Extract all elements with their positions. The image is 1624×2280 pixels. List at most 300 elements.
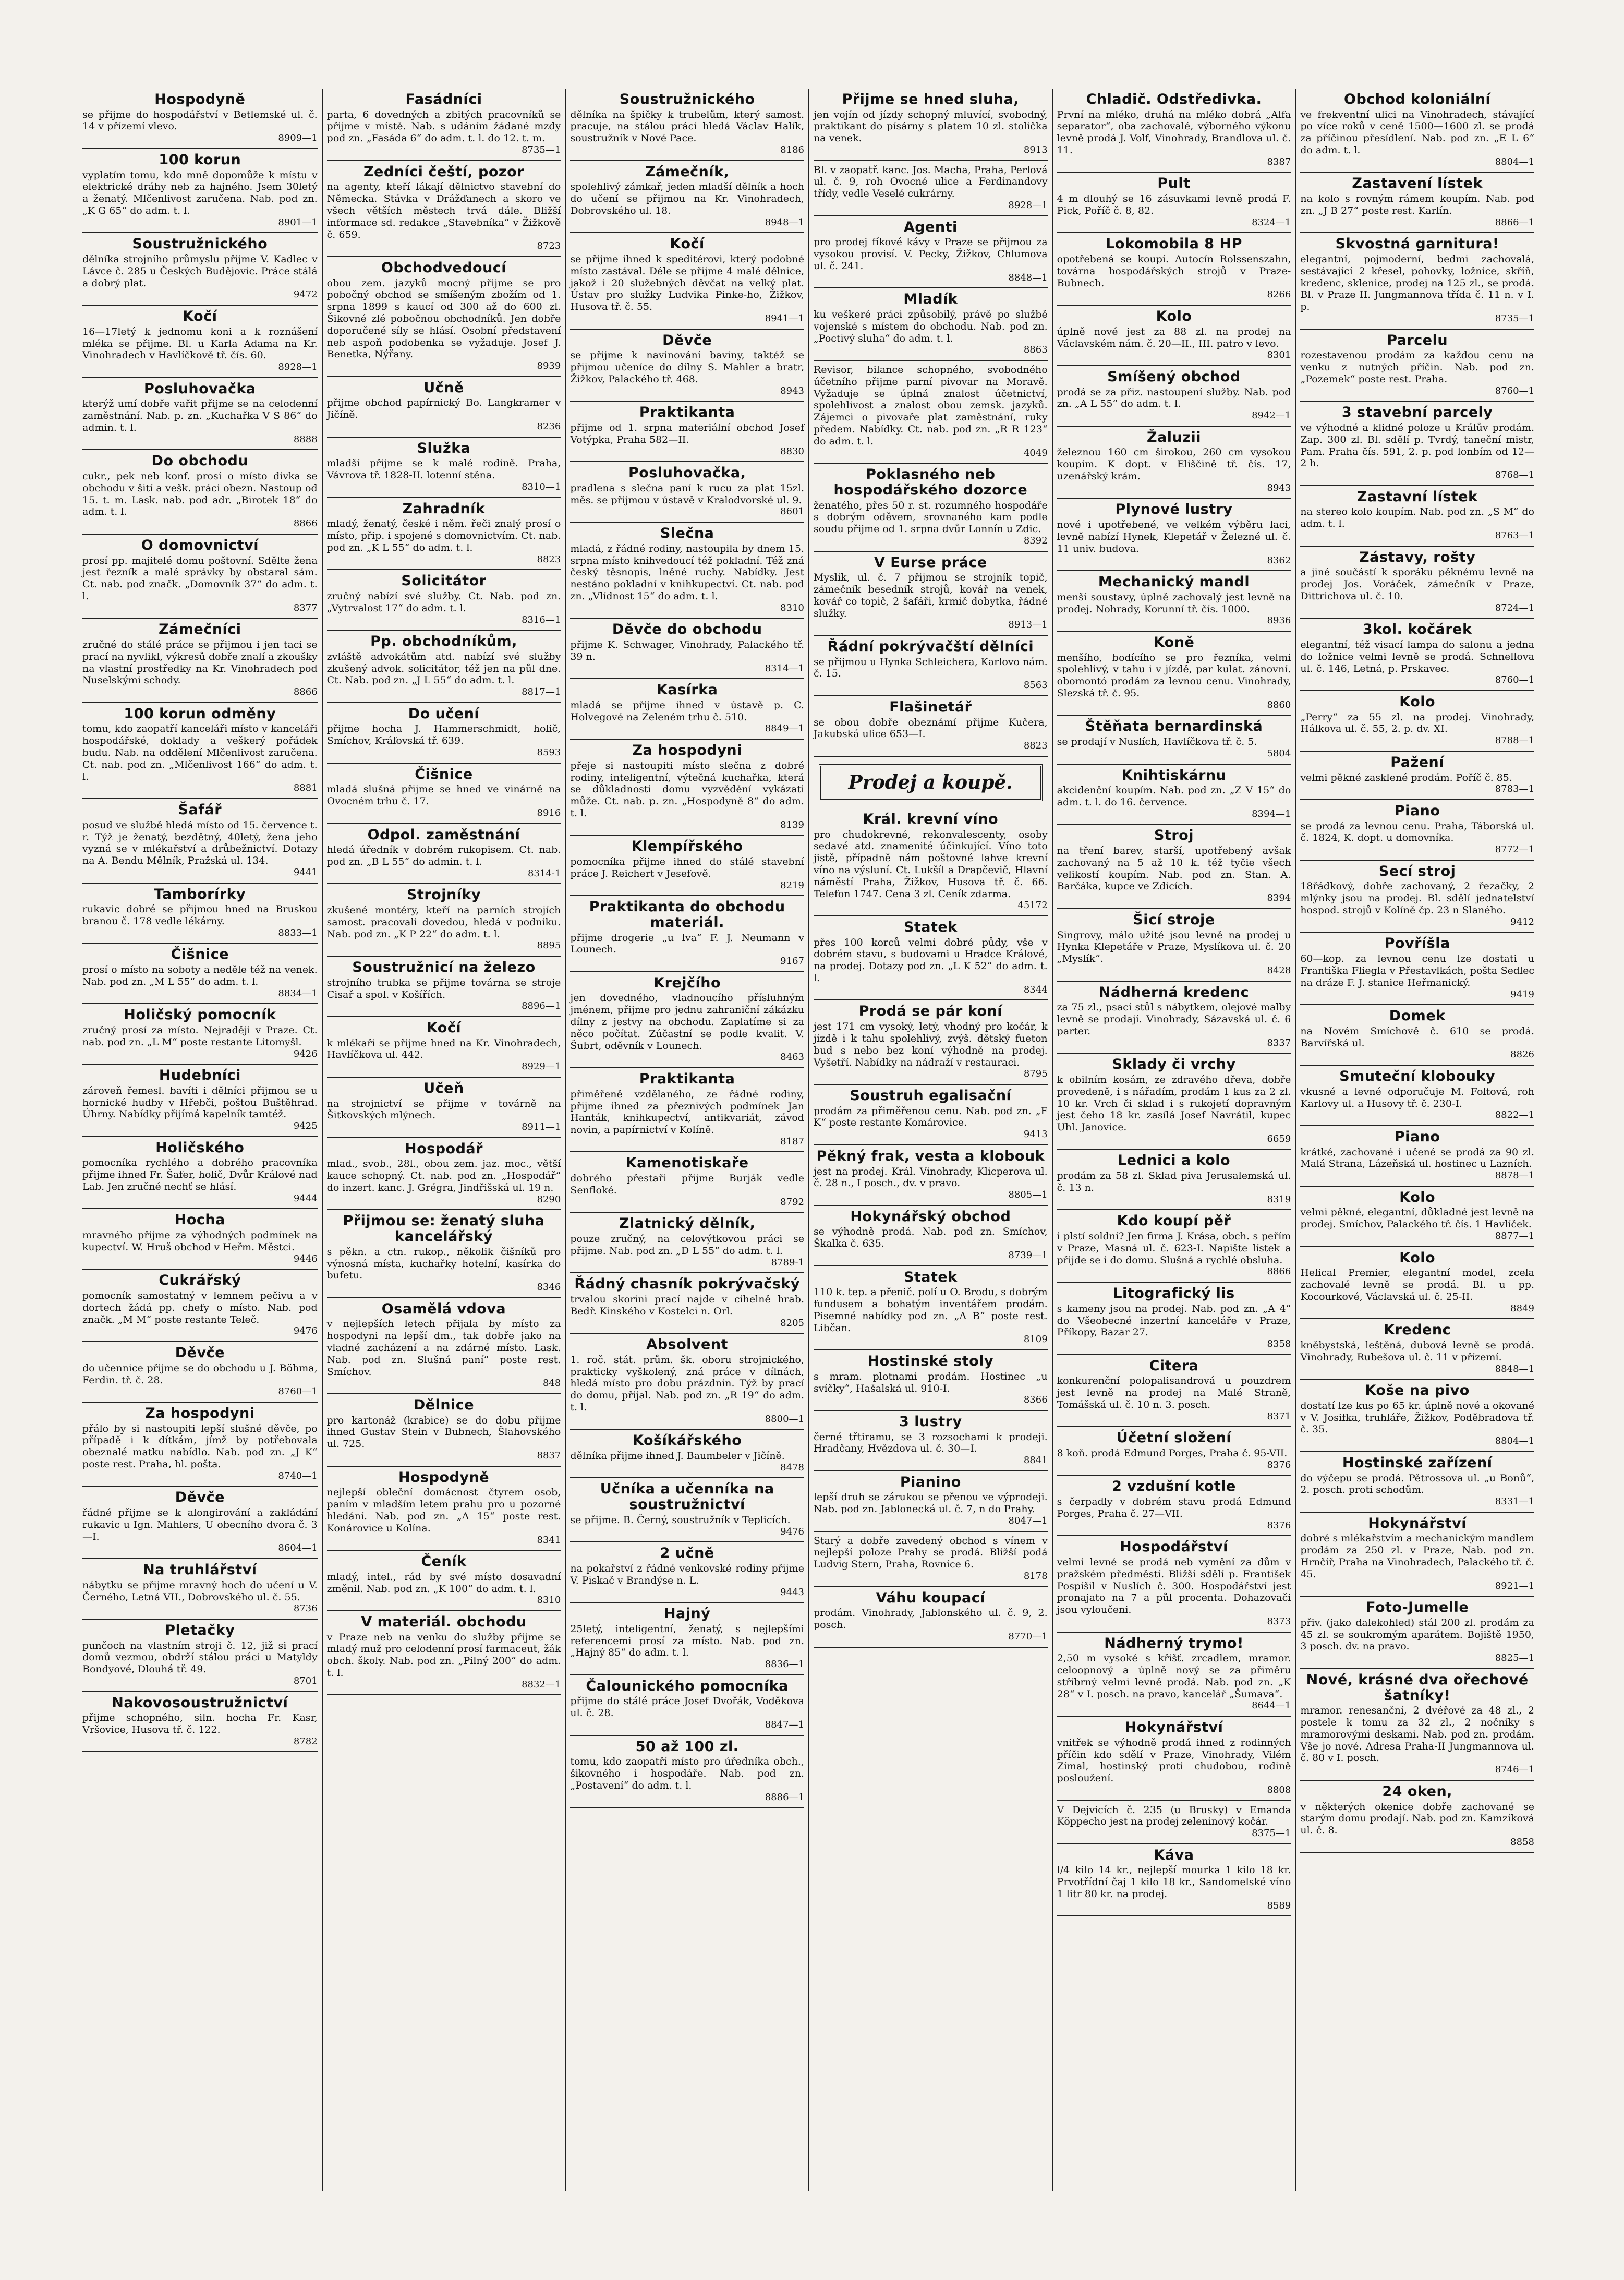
classified-ad	[1057, 1210, 1291, 1283]
ad-text: do učennice přijme se do obchodu u J. Böhma, Ferdin. tř. č. 28.	[82, 1362, 318, 1386]
ad-text: se obou dobře obeznámí přijme Kučera, Jakubská ulice 653—I.	[813, 716, 1048, 740]
classified-ad	[814, 1532, 1048, 1587]
ad-columns	[78, 89, 1538, 2191]
ad-heading: Učeň	[423, 1080, 464, 1096]
newspaper-page	[78, 89, 1538, 2191]
classified-ad	[814, 1411, 1048, 1471]
classified-ad	[327, 1467, 561, 1551]
ad-heading: Pažení	[1390, 754, 1445, 770]
classified-ad	[814, 89, 1048, 161]
ad-text: mlad., svob., 28l., obou zem. jaz. moc., větší kauce schopný. Ct. nab. pod zn. „Hospodář“ do inzert. kanc. J. Grégra, Jindřišská ul. 19 n.	[326, 1158, 561, 1193]
classified-ad	[814, 288, 1048, 361]
ad-reference-number: 8371	[1267, 1410, 1291, 1422]
ad-reference-number: 848	[542, 1378, 561, 1389]
classified-ad	[570, 972, 804, 1068]
ad-text: menšího, bodícího se pro řezníka, velmi spolehlivý, v tahu i v jízdě, par kulat. zánovní. obomontó prodám za levnou cenu. Vinohrady, Slezská tř. č. 95.	[1057, 652, 1291, 699]
ad-text: Bl. v zaopatř. kanc. Jos. Macha, Praha, Perlová ul. č. 9, roh Ovocné ulice a Ferdinandovy třídy, vedle Veselé cukrárny.	[813, 164, 1048, 200]
ad-reference-number: 8858	[1510, 1836, 1534, 1848]
classified-ad	[570, 1478, 804, 1542]
ad-column	[322, 89, 565, 2191]
ad-text: na pokařství z řádné venkovské rodiny přijme V. Piskač v Brandýse n. L.	[570, 1562, 804, 1586]
classified-ad	[327, 1298, 561, 1394]
ad-reference-number: 8763—1	[1495, 530, 1534, 541]
classified-ad	[814, 464, 1048, 551]
ad-heading: Hostinské stoly	[867, 1353, 994, 1370]
ad-heading: Mechanický mandl	[1098, 574, 1250, 590]
ad-text: přes 100 korců velmi dobré půdy, vše v dobrém stavu, s budovami u Hradce Králové, na prodej. Dotazy pod zn. „L K 52“ do adm. t. l.	[813, 936, 1048, 984]
ad-heading: Parcelu	[1387, 332, 1448, 348]
classified-ad	[570, 1542, 804, 1603]
ad-reference-number: 8341	[537, 1534, 561, 1546]
ad-reference-number: 9425	[293, 1120, 318, 1132]
classified-ad	[1057, 571, 1291, 632]
ad-heading: Mladík	[903, 291, 958, 308]
ad-heading: Zámečníci	[159, 621, 241, 638]
ad-reference-number: 8358	[1267, 1338, 1291, 1350]
ad-heading: Hospodář	[405, 1140, 483, 1157]
ad-heading: Nakovosoustružnictví	[112, 1694, 288, 1711]
ad-text: rukavic dobré se přijmou hned na Bruskou branou č. 178 vedle lékárny.	[82, 903, 318, 927]
ad-heading: Zastavní lístek	[1356, 488, 1478, 505]
ad-heading: Učníka a učenníka na soustružnictví	[600, 1481, 774, 1513]
ad-text: trvalou skorini prací najde v cihelně hrab. Bedř. Kinského v Kostelci n. Orl.	[570, 1293, 804, 1317]
ad-reference-number: 8929—1	[522, 1061, 561, 1072]
classified-ad	[327, 438, 561, 498]
classified-ad	[327, 1611, 561, 1695]
ad-reference-number: 8941—1	[765, 313, 804, 324]
ad-text: kněbystská, leštěná, dubová levně se prodá. Vinohrady, Rubešova ul. č. 11 v přízemí.	[1300, 1340, 1534, 1363]
ad-text: cukr., pek neb konf. prosí o místo divka se obchodu v šití a vešk. práci obezn. Nastoup od 15. t. m. Lask. nab. pod adr. „Birotek 18“ do adm. t. l.	[82, 471, 318, 518]
ad-reference-number: 8047—1	[1008, 1515, 1048, 1527]
classified-ad	[814, 916, 1048, 1000]
ad-heading: Hospodářství	[1120, 1539, 1228, 1555]
ad-reference-number: 8805—1	[1008, 1189, 1048, 1201]
ad-text: v některých okenice dobře zachované se starým domu prodají. Nab. pod zn. Kamzíková ul. č. 8.	[1300, 1801, 1534, 1837]
ad-text: úplně nové jest za 88 zl. na prodej na Václavském nám. č. 20—II., III. patro v levo.	[1057, 325, 1291, 349]
ad-heading: Slečna	[660, 525, 714, 542]
ad-heading: Poklasného neb hospodářského dozorce	[833, 466, 1028, 498]
ad-heading: 24 oken,	[1382, 1783, 1452, 1800]
ad-heading: Čišnice	[415, 766, 473, 782]
ad-text: mladá se přijme ihned v ústavě p. C. Holvegové na Zeleném trhu č. 510.	[570, 699, 804, 723]
ad-heading: Smíšený obchod	[1107, 368, 1241, 385]
ad-text: kterýž umí dobře vařit přijme se na celodenní zaměstnání. Nab. p. zn. „Kuchařka V S 86“ do admin. t. l.	[82, 398, 318, 433]
ad-reference-number: 8901—1	[278, 216, 318, 228]
ad-reference-number: 8723	[537, 240, 561, 252]
ad-text: na agenty, kteří lákají dělnictvo stavební do Německa. Stávka v Drážďanech a skoro ve všech větších městech trvá dále. Bližší informace sd. redakce „Stavebníka“ v Žižkově č. 659.	[326, 181, 561, 240]
ad-reference-number: 8848—1	[1495, 1363, 1534, 1374]
classified-ad	[82, 1065, 318, 1137]
classified-ad	[1300, 233, 1534, 329]
ad-reference-number: 8823	[1023, 740, 1048, 752]
classified-ad	[1057, 499, 1291, 571]
classified-ad	[1057, 366, 1291, 427]
classified-ad	[1300, 861, 1534, 933]
classified-ad	[570, 1430, 804, 1478]
ad-heading: Soustružnicí na železo	[352, 959, 536, 976]
classified-ad	[327, 570, 561, 631]
ad-reference-number: 8739—1	[1008, 1249, 1048, 1261]
ad-text: prosí pp. majitelé domu poštovní. Sdělte žena jest řezník a malé správky by obstaral sám. Ct. nab. pod značk. „Domovník 37“ do adm. t. l.	[82, 554, 318, 602]
ad-text: prodám za 58 zl. Sklad piva Jerusalemská ul. č. 13 n.	[1057, 1170, 1291, 1193]
ad-reference-number: 8782	[293, 1735, 318, 1747]
classified-ad	[82, 1487, 318, 1559]
ad-text: přijme K. Schwager, Vinohrady, Palackého tř. 39 n.	[570, 638, 804, 662]
ad-text: V Dejvicích č. 235 (u Brusky) v Emanda Köppecho jest na prodej zeleninový kočár.	[1057, 1804, 1291, 1828]
ad-heading: Pp. obchodníkům,	[370, 633, 517, 650]
ad-reference-number: 8735—1	[1495, 313, 1534, 324]
classified-ad	[82, 1270, 318, 1342]
ad-reference-number: 8878—1	[1495, 1170, 1534, 1181]
ad-text: Starý a dobře zavedený obchod s vínem v nejlepší poloze Prahy se prodá. Bližší podá Ludvig Stern, Praha, Rovníce 6.	[813, 1535, 1048, 1571]
section-banner: Prodej a koupě.	[819, 764, 1043, 801]
classified-ad	[1057, 1633, 1291, 1717]
ad-reference-number: 8187	[780, 1136, 804, 1147]
ad-text: lepší druh se zárukou se přenou ve výprodeji. Nab. pod zn. Jablonecká ul. č. 7, n do Prahy.	[813, 1491, 1048, 1515]
ad-heading: Na truhlářství	[143, 1562, 257, 1578]
ad-reference-number: 8943	[780, 385, 804, 396]
ad-heading: Lokomobila 8 HP	[1106, 236, 1242, 252]
ad-heading: Do obchodu	[151, 453, 249, 469]
ad-text: pradlena s slečna paní k rucu za plat 15zl. měs. se přijmou v ústavě v Kralodvorské ul. 9.	[570, 482, 804, 506]
classified-ad	[327, 1210, 561, 1298]
ad-heading: Zlatnický dělník,	[619, 1215, 756, 1232]
ad-column	[808, 89, 1052, 2191]
ad-heading: Odpol. zaměstnání	[367, 826, 520, 843]
ad-reference-number: 8109	[1023, 1334, 1048, 1345]
ad-text: se přijme. B. Černý, soustružník v Teplicích.	[570, 1514, 791, 1526]
ad-text: se přijme ihned k speditérovi, který podobné místo zastával. Déle se přijme 4 malé dělnice, jakož i 20 služebných děvčat na velký plat. Ústav pro služky Ludvika Pinke-ho, Žižkov, Husova tř. č. 55.	[570, 254, 804, 313]
classified-ad	[82, 1137, 318, 1210]
classified-ad	[814, 1145, 1048, 1206]
ad-text: nové i upotřebené, ve velkém výběru laci, levně nabízí Hynek, Klepetář v Železné ul. č. 11 univ. budova.	[1057, 519, 1291, 554]
classified-ad	[1057, 1054, 1291, 1150]
ad-text: elegantní, pojmoderní, bedmi zachovalá, sestávající 2 křesel, pohovky, ložnice, skříň, kredenc, sklenice, prodej na 125 zl., se prodá. Bl. v Praze II. Jungmannova třída č. 11 n. v I. p.	[1300, 254, 1534, 313]
ad-reference-number: 8736	[293, 1603, 318, 1614]
ad-text: přijme do stálé práce Josef Dvořák, Voděkova ul. č. 28.	[570, 1695, 804, 1719]
ad-text: přiv. (jako dalekohled) stál 200 zl. prodám za 45 zl. se soukromým aparátem. Bojiště 1950, 3 posch. dv. na pravo.	[1300, 1616, 1534, 1652]
ad-reference-number: 8866	[293, 686, 318, 698]
ad-heading: Obchod koloniální	[1344, 91, 1491, 107]
ad-reference-number: 8948—1	[765, 216, 804, 228]
classified-ad	[570, 1068, 804, 1152]
ad-text: na tření barev, starší, upotřebený avšak zachovaný na 5 až 10 k. též tyčie všech velikostí koupím. Nab. pod zn. Stan. A. Barčáka, kupce ve Zdicích.	[1057, 845, 1291, 892]
ad-text: zručný nabízí své služby. Ct. Nab. pod zn. „Vytrvalost 17“ do adm. t. l.	[326, 590, 561, 614]
ad-reference-number: 8822—1	[1495, 1109, 1534, 1121]
ad-heading: Děvče	[662, 332, 712, 348]
classified-ad	[1057, 233, 1291, 306]
classified-ad	[1300, 691, 1534, 752]
ad-reference-number: 9443	[780, 1586, 804, 1598]
classified-ad	[327, 957, 561, 1017]
ad-text: l/4 kilo 14 kr., nejlepší mourka 1 kilo 18 kr. Prvotřídní čaj 1 kilo 18 kr., Sandomelské víno 1 litr 80 kr. na prodej.	[1057, 1864, 1291, 1900]
ad-text: se přijmou u Hynka Schleichera, Karlovo nám. č. 15.	[813, 656, 1048, 680]
classified-ad	[1057, 1717, 1291, 1801]
classified-ad	[327, 1394, 561, 1467]
ad-reference-number: 4049	[1023, 447, 1048, 459]
ad-text: i plstí soldní? Jen firma J. Krása, obch. s peřím v Praze, Masná ul. č. 623-I. Napište lístek a přijde se i do domu. Slušná a rychlé obsluha.	[1057, 1231, 1291, 1266]
ad-heading: Dělnice	[413, 1396, 475, 1413]
ad-heading: Flašinetář	[889, 698, 972, 715]
ad-text: s čerpadly v dobrém stavu prodá Edmund Porges, Praha č. 27—VII.	[1057, 1496, 1291, 1519]
ad-reference-number: 9426	[293, 1048, 318, 1059]
classified-ad	[1300, 1247, 1534, 1320]
classified-ad	[814, 1206, 1048, 1266]
classified-ad	[570, 1736, 804, 1808]
ad-reference-number: 8373	[1267, 1616, 1291, 1627]
ad-reference-number: 8836—1	[765, 1659, 804, 1670]
ad-text: prosí o místo na soboty a neděle též na venek. Nab. pod zn. „M L 55“ do adm. t. l.	[82, 964, 318, 987]
ad-heading: 3 lustry	[899, 1413, 962, 1430]
ad-reference-number: 9476	[293, 1325, 318, 1337]
ad-text: přijme od 1. srpna materiální obchod Josef Votýpka, Praha 582—II.	[570, 421, 804, 445]
ad-heading: Hostinské zařízení	[1342, 1454, 1493, 1471]
ad-reference-number: 8377	[293, 602, 318, 613]
classified-ad	[82, 1342, 318, 1403]
ad-reference-number: 8316—1	[522, 614, 561, 625]
classified-ad	[1057, 89, 1291, 173]
ad-heading: Šafář	[178, 802, 222, 818]
classified-ad	[570, 1334, 804, 1430]
ad-reference-number: 8913—1	[1008, 619, 1048, 631]
classified-ad	[570, 740, 804, 836]
ad-reference-number: 8789-1	[771, 1257, 804, 1268]
ad-heading: 3kol. kočárek	[1362, 621, 1472, 638]
ad-reference-number: 8478	[780, 1462, 804, 1473]
ad-reference-number: 8792	[780, 1196, 804, 1208]
ad-reference-number: 8301	[1267, 349, 1291, 361]
ad-text: menší soustavy, úplně zachovalý jest levně na prodej. Nohrady, Korunní tř. čís. 1000.	[1057, 591, 1291, 615]
ad-heading: Pletačky	[165, 1622, 235, 1638]
ad-heading: Kolo	[1399, 693, 1436, 710]
ad-heading: Piano	[1394, 802, 1440, 819]
ad-reference-number: 9472	[293, 289, 318, 300]
ad-text: přijme obchod papírnický Bo. Langkramer v Jičíně.	[326, 397, 561, 421]
ad-text: přiměřeně vzdělaného, ze řádné rodiny, přijme ihned za přeznivých podmínek Jan Hanták, knihkupectví, antikvariát, závod novin, a papírnictví v Kolíně.	[570, 1088, 804, 1136]
ad-heading: Strojníky	[406, 887, 481, 903]
ad-reference-number: 8376	[1267, 1519, 1291, 1531]
ad-heading: Fasádníci	[405, 91, 482, 107]
classified-ad	[570, 233, 804, 329]
ad-heading: Hokynářství	[1368, 1515, 1467, 1531]
ad-text: nábytku se přijme mravný hoch do učení u V. Černého, Letná VII., Dobrovského ul. č. 55.	[82, 1579, 318, 1603]
ad-heading: Kočí	[183, 308, 217, 325]
ad-reference-number: 8310	[537, 1595, 561, 1606]
ad-reference-number: 8783—1	[1495, 783, 1534, 795]
ad-reference-number: 8913	[1023, 144, 1048, 156]
ad-reference-number: 8830	[780, 445, 804, 457]
ad-reference-number: 8770—1	[1008, 1631, 1048, 1642]
ad-reference-number: 8760—1	[1495, 674, 1534, 686]
ad-heading: 2 učně	[660, 1545, 714, 1562]
classified-ad	[1300, 1597, 1534, 1669]
ad-column	[565, 89, 808, 2191]
ad-reference-number: 8808	[1267, 1784, 1291, 1795]
classified-ad	[1300, 1513, 1534, 1597]
ad-heading: Šicí stroje	[1133, 911, 1215, 928]
ad-text: mladší přijme se k malé rodině. Praha, Vávrova tř. 1828-II. lotenní stěna.	[326, 457, 561, 481]
ad-reference-number: 8362	[1267, 554, 1291, 566]
ad-reference-number: 8310	[780, 602, 804, 613]
ad-reference-number: 8866	[293, 518, 318, 529]
ad-reference-number: 9444	[293, 1192, 318, 1204]
ad-text: pomocník samostatný v lemnem pečivu a v dortech žádá pp. chefy o místo. Nab. pod značk. „M M“ poste restante Teleč.	[82, 1290, 318, 1325]
ad-heading: Učně	[423, 379, 464, 396]
ad-reference-number: 8849	[1510, 1302, 1534, 1314]
ad-reference-number: 8760—1	[278, 1386, 318, 1397]
ad-reference-number: 8463	[780, 1052, 804, 1063]
ad-reference-number: 8881	[293, 782, 318, 794]
ad-text: vyplatím tomu, kdo mně dopomůže k místu v elektrické dráhy neb za hajného. Jsem 30letý a ženatý. Mlčenlivost zaručena. Nab. pod zn. „K G 65“ do adm. t. l.	[82, 169, 318, 216]
ad-reference-number: 8895	[537, 940, 561, 951]
ad-text: zručné do stálé práce se přijmou i jen taci se prací na nyvlikl, výkresů dobře znalí a zkoušky na vlastní prostředky na Kr. Vinohradech pod Nuselskými schody.	[82, 638, 318, 686]
ad-text: za 75 zl., psací stůl s nábytkem, olejové malby levně se prodají. Vinohrady, Sázavská ul. č. 6 parter.	[1057, 1002, 1291, 1037]
ad-text: s mram. plotnami prodám. Hostinec „u svíčky“, Hašalská ul. 910-I.	[813, 1370, 1048, 1394]
classified-ad	[327, 824, 561, 885]
ad-text: tomu, kdo zaopatří kanceláři místo v kanceláři hospodářské, doklady a veškerý pořádek budu. Nab. na oddělení Mlčenlivost zaručena. Ct. nab. pod zn. „Mlčenlivost 166“ do adm. t. l.	[82, 723, 318, 782]
ad-text: mladý, intel., rád by své místo dosavadní změnil. Nab. pod zn. „K 100“ do adm. t. l.	[326, 1571, 561, 1595]
classified-ad	[570, 402, 804, 462]
ad-reference-number: 9476	[780, 1526, 804, 1537]
classified-ad	[1300, 1066, 1534, 1126]
ad-text: pouze zručný, na celovýtkovou práci se přijme. Nab. pod zn. „D L 55“ do adm. t. l.	[570, 1233, 804, 1257]
classified-ad	[814, 216, 1048, 289]
ad-heading: Košíkářského	[633, 1432, 742, 1449]
ad-reference-number: 8936	[1267, 615, 1291, 626]
ad-heading: Holičského	[155, 1139, 245, 1156]
classified-ad	[570, 1213, 804, 1273]
ad-heading: Sklady či vrchy	[1112, 1056, 1236, 1073]
ad-reference-number: 8601	[780, 506, 804, 517]
ad-text: v Praze neb na venku do služby přijme se mladý muž pro celodenní prosí farmaceut, žák obch. školy. Nab. pod zn. „Pilný 200“ do adm. t. l.	[326, 1631, 561, 1679]
ad-text: pomocníka rychlého a dobrého pracovníka přijme ihned Fr. Šafer, holič, Dvůr Králové nad Lab. Jen zručné nechť se hlásí.	[82, 1157, 318, 1193]
classified-ad	[82, 703, 318, 799]
ad-reference-number: 8768—1	[1495, 469, 1534, 481]
ad-heading: Kolo	[1399, 1249, 1436, 1266]
ad-reference-number: 8428	[1267, 964, 1291, 976]
classified-ad	[1057, 716, 1291, 764]
ad-text: dobrého přestaři přijme Burják vedle Senfloké.	[570, 1173, 804, 1196]
ad-reference-number: 8392	[1023, 535, 1048, 546]
ad-text: mravného přijme za výhodných podmínek na kupectví. W. Hruš obchod v Heřm. Městci.	[82, 1229, 318, 1253]
classified-ad	[1057, 765, 1291, 825]
ad-reference-number: 8724—1	[1495, 602, 1534, 613]
ad-text: řádné přijme se k alongirování a zakládání rukavic u Ign. Mahlers, U obecního dvora č. 3—I.	[82, 1507, 318, 1542]
classified-ad	[82, 619, 318, 703]
ad-text: přijme hocha J. Hammerschmidt, holič, Smíchov, Kráľovská tř. 639.	[326, 723, 561, 747]
ad-heading: Zedníci čeští, pozor	[363, 163, 524, 180]
classified-ad	[327, 631, 561, 703]
classified-ad	[327, 498, 561, 571]
classified-ad	[1300, 752, 1534, 800]
ad-text: pro kartonáž (krabice) se do dobu přijme ihned Gustav Stein v Bubnech, Šlahovského ul. 725.	[326, 1414, 561, 1450]
ad-reference-number: 8394—1	[1252, 808, 1291, 819]
ad-heading: Klempířského	[631, 838, 743, 855]
classified-ad	[570, 1675, 804, 1736]
ad-text: prodá se za přiz. nastoupení služby. Nab. pod zn. „A L 55“ do adm. t. l.	[1057, 386, 1291, 410]
classified-ad	[327, 1017, 561, 1078]
classified-ad	[327, 1551, 561, 1611]
ad-text: dělníka strojního průmyslu přijme V. Kadlec v Lávce č. 285 u Českých Budějovic. Práce stálá a dobrý plat.	[82, 254, 318, 289]
classified-ad	[814, 1266, 1048, 1350]
ad-text: zkušené montéry, kteří na parních strojích samost. pracovali dovedou, hledá v podniku. Nab. pod zn. „K P 22“ do adm. t. l.	[326, 904, 561, 940]
ad-reference-number: 8817—1	[522, 686, 561, 698]
classified-ad	[570, 896, 804, 972]
ad-reference-number: 8943	[1267, 482, 1291, 493]
ad-heading: Koně	[1153, 634, 1195, 650]
classified-ad	[1057, 1801, 1291, 1844]
classified-ad	[82, 89, 318, 149]
ad-reference-number: 8346	[537, 1282, 561, 1293]
classified-ad	[1057, 825, 1291, 909]
ad-heading: Čalounického pomocníka	[586, 1678, 789, 1694]
ad-text: zároveň řemesl. bavíti i dělníci přijmou se u hornické hudby v Hřebči, poštou Buštěhrad. Úhrny. Nabídky přijímá kapelník tamtéž.	[82, 1084, 318, 1120]
ad-text: 8 koň. prodá Edmund Porges, Praha č. 95-VII.	[1057, 1447, 1288, 1459]
ad-heading: Smuteční klobouky	[1339, 1068, 1496, 1085]
ad-heading: Obchodvedoucí	[381, 259, 507, 276]
ad-text: mladá slušná přijme se hned ve vinárně na Ovocném trhu č. 17.	[326, 783, 561, 807]
ad-reference-number: 8593	[537, 747, 561, 758]
ad-reference-number: 8916	[537, 807, 561, 818]
ad-reference-number: 8909—1	[278, 132, 318, 144]
classified-ad	[327, 1078, 561, 1138]
classified-ad	[1057, 306, 1291, 366]
ad-heading: 50 až 100 zl.	[635, 1738, 739, 1755]
ad-text: Singrovy, málo užité jsou levně na prodej u Hynka Klepetáře v Praze, Myslíkova ul. č. 20 „Myslík“.	[1057, 929, 1291, 965]
ad-text: Helical Premier, elegantní model, zcela zachovalé levně se prodá. Bl. u pp. Kocourkové, Václavská ul. č. 25-II.	[1300, 1267, 1534, 1302]
ad-reference-number: 8375—1	[1252, 1828, 1291, 1839]
classified-ad	[814, 161, 1048, 216]
ad-reference-number: 9413	[1023, 1129, 1048, 1140]
ad-reference-number: 8310—1	[522, 481, 561, 492]
ad-heading: Kočí	[670, 236, 705, 252]
ad-heading: Káva	[1154, 1847, 1194, 1863]
ad-reference-number: 8911—1	[522, 1121, 561, 1133]
classified-ad	[82, 306, 318, 378]
ad-text: se přijme k navinování baviny, taktéž se přijmou učeníce do dílny S. Mahler a bratr, Žižkov, Palackého tř. 468.	[570, 349, 804, 385]
ad-text: se výhodně prodá. Nab. pod zn. Smíchov, Škalka č. 635.	[813, 1226, 1048, 1250]
classified-ad	[1300, 933, 1534, 1005]
ad-text: prodám za přiměřenou cenu. Nab. pod zn. „F K“ poste restante Komárovice.	[813, 1105, 1048, 1129]
ad-text: jen dovedného, vladnoucího přísluhným jménem, přijme pro jednu zahraniční zákázku dílny z jestvy na obchodu. Zaplatíme si za něco počítat. Zúčastní se podle kvalit. V. Šubrt, oděvník v Lounech.	[570, 992, 804, 1052]
ad-text: dobré s mlékařstvím a mechanickým mandlem prodám za 250 zl. v Praze, Nab. pod zn. Hrnčíř, Praha na Vinohradech, Palackého tř. č. 45.	[1300, 1533, 1534, 1580]
ad-heading: Zástavy, rošty	[1359, 549, 1476, 565]
ad-heading: Kolo	[1399, 1189, 1436, 1205]
ad-heading: Řádný chasník pokrývačský	[574, 1276, 800, 1293]
ad-heading: Piano	[1394, 1128, 1440, 1145]
ad-reference-number: 8928—1	[1008, 200, 1048, 211]
ad-reference-number: 8589	[1267, 1900, 1291, 1911]
ad-text: mladá, z řádné rodiny, nastoupila by dnem 15. srpna místo knihvedoucí též pokladní. Též zná český těsnopis, lněné ruchy. Nabídky. Jest nestáno pokladní v knihkupectví. Ct. nab. pod zn. „Vlídnost 15“ do adm. t. l.	[570, 542, 804, 602]
ad-text: se prodají v Nuslích, Havlíčkova tř. č. 5.	[1057, 736, 1257, 748]
classified-ad	[814, 552, 1048, 636]
ad-text: ve frekventní ulici na Vinohradech, stávající po více roků v ceně 1500—1600 zl. se prodá za příčinou přesídlení. Nab. pod zn. „E L 6“ do adm. t. l.	[1300, 108, 1534, 156]
ad-heading: Hokynářství	[1124, 1719, 1223, 1736]
ad-heading: Žaluzii	[1146, 429, 1201, 445]
ad-reference-number: 8849—1	[765, 723, 804, 734]
classified-ad	[82, 233, 318, 306]
ad-text: přeje si nastoupiti místo slečna z dobré rodiny, inteligentní, výtečná kuchařka, která se důkladnosti domu vyzvědění vykázati může. Ct. nab. p. zn. „Hospodyně 8“ do adm. t. l.	[570, 759, 804, 819]
ad-text: parta, 6 dovedných a zbitých pracovníků se přijme v místě. Nab. s udáním žádané mzdy pod zn. „Fasáda 6“ do adm. t. l. do 12. t. m.	[326, 108, 561, 144]
classified-ad	[327, 89, 561, 161]
ad-text: na stereo kolo koupím. Nab. pod zn. „S M“ do adm. t. l.	[1300, 506, 1534, 530]
ad-text: vkusné a levné odporučuje M. Foltová, roh Karlovy ul. a Husovy tř. č. 230-I.	[1300, 1085, 1534, 1109]
ad-text: a jiné součástí k sporáku pěknému levně na prodej Jos. Voráček, zámečník v Praze, Dittrichova ul. č. 10.	[1300, 566, 1534, 602]
ad-heading: Přijmou se: ženatý sluha kancelářský	[343, 1213, 545, 1245]
ad-heading: Přijme se hned sluha,	[842, 91, 1020, 107]
ad-heading: Hudebníci	[159, 1067, 241, 1084]
ad-text: posud ve službě hledá místo od 15. července t. r. Týž je ženatý, bezdětný, 40letý, žena jeho vyzná se v mlékařství a drůbežnictví. Dotazy na A. Bendu Mělník, Pražská ul. 134.	[82, 819, 318, 867]
